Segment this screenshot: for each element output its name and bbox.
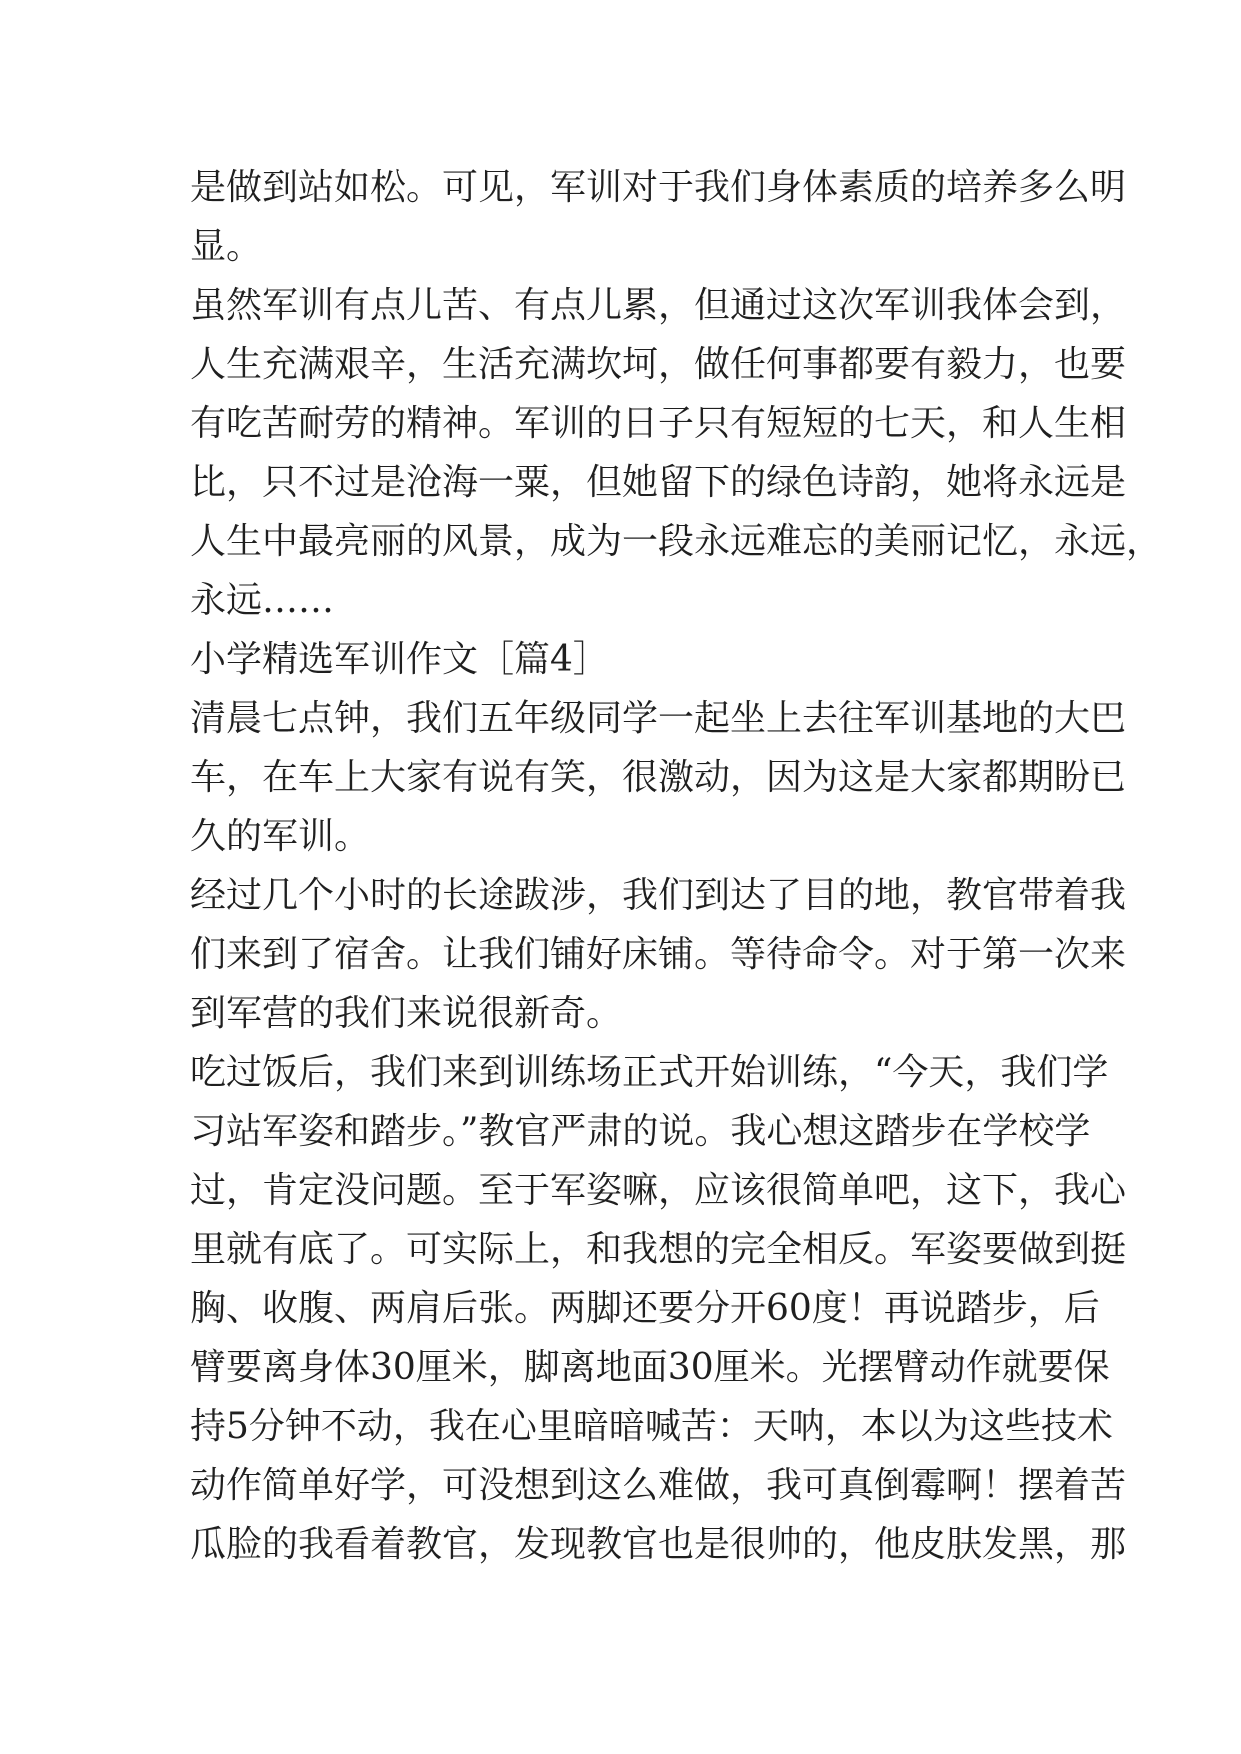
section-heading [190,630,1070,689]
text-line: 有吃苦耐劳的精神。军训的日子只有短短的七天，和人生相 [190,403,1127,444]
text-line: 永远…… [190,580,335,621]
text-line: 到军营的我们来说很新奇。 [190,993,623,1034]
text-line: 清晨七点钟，我们五年级同学一起坐上去往军训基地的大巴 [190,698,1127,739]
text-line: 习站军姿和踏步。”教官严肃的说。我心想这踏步在学校学 [190,1111,1091,1152]
text-line: 是做到站如松。可见，军训对于我们身体素质的培养多么明 [190,167,1127,208]
paragraph [190,1043,1127,1574]
paragraph [190,276,1163,630]
text-line: 人生充满艰辛，生活充满坎坷，做任何事都要有毅力，也要 [190,344,1127,385]
text-line: 持5分钟不动，我在心里暗暗喊苦：天呐，本以为这些技术 [190,1406,1113,1447]
text-line: 们来到了宿舍。让我们铺好床铺。等待命令。对于第一次来 [190,934,1127,975]
text-line: 过，肯定没问题。至于军姿嘛，应该很简单吧，这下，我心 [190,1170,1127,1211]
document-body [190,158,1163,1574]
heading-line: 小学精选军训作文［篇4］ [190,639,609,680]
text-line: 瓜脸的我看着教官，发现教官也是很帅的，他皮肤发黑，那 [190,1524,1127,1565]
text-line: 臂要离身体30厘米，脚离地面30厘米。光摆臂动作就要保 [190,1347,1110,1388]
paragraph [190,158,1127,276]
paragraph [190,866,1127,1043]
text-line: 比，只不过是沧海一粟，但她留下的绿色诗韵，她将永远是 [190,462,1127,503]
text-line: 显。 [190,226,263,267]
text-line: 久的军训。 [190,816,371,857]
text-line: 动作简单好学，可没想到这么难做，我可真倒霉啊！摆着苦 [190,1465,1127,1506]
paragraph [190,689,1127,866]
text-line: 里就有底了。可实际上，和我想的完全相反。军姿要做到挺 [190,1229,1127,1270]
text-line: 经过几个小时的长途跋涉，我们到达了目的地，教官带着我 [190,875,1127,916]
text-line: 胸、收腹、两肩后张。两脚还要分开60度！再说踏步，后 [190,1288,1100,1329]
text-line: 人生中最亮丽的风景，成为一段永远难忘的美丽记忆，永远， [190,521,1163,562]
text-line: 虽然军训有点儿苦、有点儿累，但通过这次军训我体会到， [190,285,1127,326]
text-line: 吃过饭后，我们来到训练场正式开始训练，“今天，我们学 [190,1052,1109,1093]
text-line: 车，在车上大家有说有笑，很激动，因为这是大家都期盼已 [190,757,1127,798]
